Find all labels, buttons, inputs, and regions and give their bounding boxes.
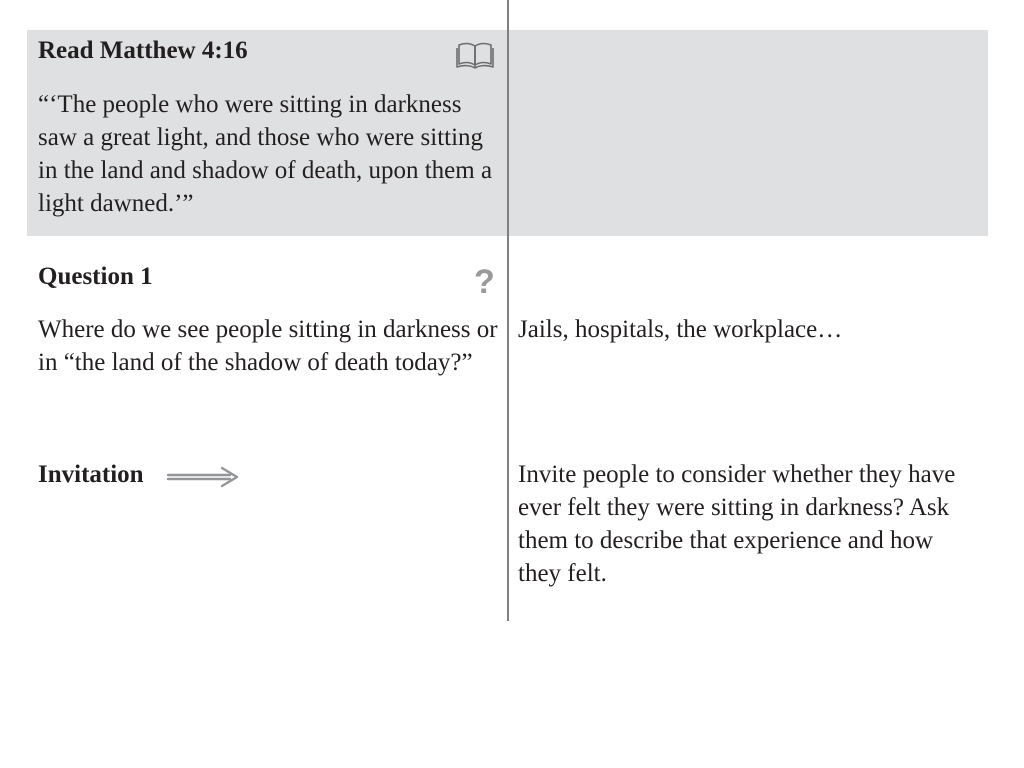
arrow-right-icon <box>166 466 240 488</box>
scripture-heading: Read Matthew 4:16 <box>38 37 248 64</box>
book-icon[interactable] <box>455 40 495 70</box>
invitation-heading: Invitation <box>38 461 144 488</box>
invitation-text: Invite people to consider whether they have ever felt they were sitting in darkness? Ask them to describe that experience and how they felt. <box>518 461 956 587</box>
scripture-quote: “‘The people who were sitting in darkness saw a great light, and those who were sitting in the land and shadow of death, upon them a light dawned.’” <box>38 91 493 217</box>
question-heading: Question 1 <box>38 263 153 290</box>
column-divider <box>507 0 509 621</box>
question-mark-icon[interactable]: ? <box>474 263 495 301</box>
question-text: Where do we see people sitting in darkness or in “the land of the shadow of death today?” <box>38 316 498 376</box>
question-answer: Jails, hospitals, the workplace… <box>518 316 843 343</box>
